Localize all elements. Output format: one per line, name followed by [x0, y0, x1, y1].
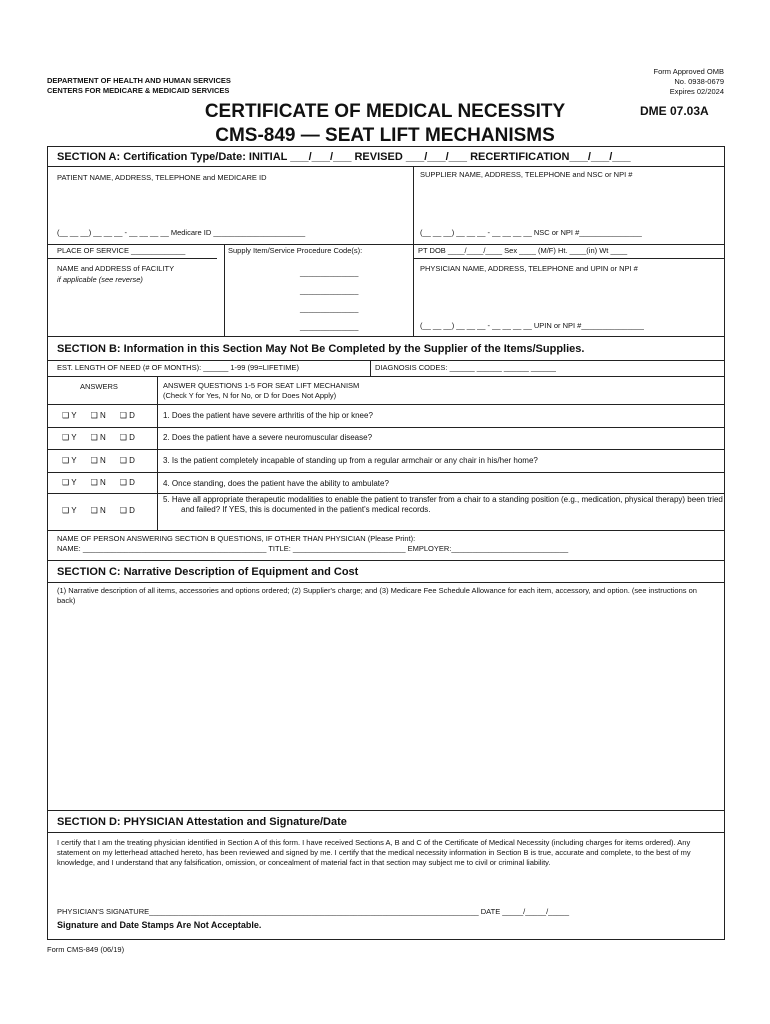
supplier-phone-line[interactable]: (__ __ __) __ __ __ - __ __ __ __ NSC or NPI #_______________ — [420, 228, 642, 237]
omb-line-3: Expires 02/2024 — [669, 87, 724, 96]
supply-item-label: Supply Item/Service Procedure Code(s): — [228, 246, 363, 255]
dept-line-1: DEPARTMENT OF HEALTH AND HUMAN SERVICES — [47, 76, 231, 85]
section-b-heading: SECTION B: Information in this Section May Not Be Completed by the Supplier of the Items/Supplies. — [57, 343, 585, 355]
q4-na-checkbox[interactable]: ❑ D — [119, 478, 135, 487]
place-of-service[interactable]: PLACE OF SERVICE _____________ — [57, 246, 186, 255]
question-1: 1. Does the patient have severe arthritis of the hip or knee? — [163, 411, 373, 420]
procedure-code-3[interactable]: ______________ — [300, 304, 359, 313]
q5-na-checkbox[interactable]: ❑ D — [119, 506, 135, 515]
q1-answers — [62, 411, 135, 420]
dept-line-2: CENTERS FOR MEDICARE & MEDICAID SERVICES — [47, 86, 230, 95]
q2-no-checkbox[interactable]: ❑ N — [90, 433, 106, 442]
q1-yes-checkbox[interactable]: ❑ Y — [62, 411, 77, 420]
physician-label: PHYSICIAN NAME, ADDRESS, TELEPHONE and UPIN or NPI # — [420, 264, 638, 273]
q5-yes-checkbox[interactable]: ❑ Y — [62, 506, 77, 515]
q2-answers — [62, 433, 135, 442]
q1-no-checkbox[interactable]: ❑ N — [90, 411, 106, 420]
physician-signature-line[interactable]: PHYSICIAN'S SIGNATURE_______________________________________________________________________________ DATE _____/_____/_____ — [57, 907, 570, 916]
q1-na-checkbox[interactable]: ❑ D — [119, 411, 135, 420]
question-4: 4. Once standing, does the patient have the ability to ambulate? — [163, 479, 389, 488]
facility-note: if applicable (see reverse) — [57, 275, 143, 284]
procedure-code-2[interactable]: ______________ — [300, 286, 359, 295]
q2-yes-checkbox[interactable]: ❑ Y — [62, 433, 77, 442]
procedure-code-4[interactable]: ______________ — [300, 322, 359, 331]
section-c-instructions: (1) Narrative description of all items, accessories and options ordered; (2) Supplier's charge; and (3) Medicare Fee Schedule Allowance for each item, accessory, and option. (see instructions on back) — [57, 586, 697, 605]
form-title-line-2: CMS-849 — SEAT LIFT MECHANISMS — [215, 125, 555, 146]
form-id: Form CMS-849 (06/19) — [47, 945, 125, 954]
stamps-not-acceptable-note: Signature and Date Stamps Are Not Acceptable. — [57, 920, 262, 930]
question-2: 2. Does the patient have a severe neuromuscular disease? — [163, 433, 373, 442]
section-a-heading: SECTION A: Certification Type/Date: INITIAL ___/___/___ REVISED ___/___/___ RECERTIFICATION___/___/___ — [57, 151, 631, 163]
patient-dob-line[interactable]: PT DOB ____/____/____ Sex ____ (M/F) Ht. ____(in) Wt ____ — [418, 246, 628, 255]
q3-yes-checkbox[interactable]: ❑ Y — [62, 456, 77, 465]
physician-phone-line[interactable]: (__ __ __) __ __ __ - __ __ __ __ UPIN or NPI #_______________ — [420, 321, 644, 330]
q2-na-checkbox[interactable]: ❑ D — [119, 433, 135, 442]
question-5: 5. Have all appropriate therapeutic modalities to enable the patient to transfer from a chair to a standing position (e.g., medication, physical therapy) been tried and failed? If YES, this is documented in the patient's medical records. — [163, 495, 723, 514]
q4-no-checkbox[interactable]: ❑ N — [90, 478, 106, 487]
supplier-label: SUPPLIER NAME, ADDRESS, TELEPHONE and NSC or NPI # — [420, 170, 633, 179]
section-d-heading: SECTION D: PHYSICIAN Attestation and Signature/Date — [57, 816, 347, 828]
omb-line-2: No. 0938-0679 — [674, 77, 724, 86]
facility-label: NAME and ADDRESS of FACILITY — [57, 264, 175, 273]
answer-instructions-1: ANSWER QUESTIONS 1-5 FOR SEAT LIFT MECHANISM — [163, 381, 360, 390]
q4-answers — [62, 478, 135, 487]
answers-label: ANSWERS — [80, 382, 118, 391]
narrative-description-field[interactable] — [57, 612, 715, 808]
q4-yes-checkbox[interactable]: ❑ Y — [62, 478, 77, 487]
est-length-of-need[interactable]: EST. LENGTH OF NEED (# OF MONTHS): ______ 1-99 (99=LIFETIME) — [57, 363, 299, 372]
question-3: 3. Is the patient completely incapable of standing up from a regular armchair or any chair in his/her home? — [163, 456, 538, 465]
q3-na-checkbox[interactable]: ❑ D — [119, 456, 135, 465]
form-title-line-1: CERTIFICATE OF MEDICAL NECESSITY — [204, 101, 566, 122]
answer-instructions-2: (Check Y for Yes, N for No, or D for Does Not Apply) — [163, 391, 337, 400]
omb-line-1: Form Approved OMB — [653, 67, 724, 76]
q3-answers — [62, 456, 135, 465]
diagnosis-codes[interactable]: DIAGNOSIS CODES: ______ ______ ______ ______ — [375, 363, 556, 372]
answerer-label: NAME OF PERSON ANSWERING SECTION B QUESTIONS, IF OTHER THAN PHYSICIAN (Please Print): — [57, 534, 416, 543]
patient-label: PATIENT NAME, ADDRESS, TELEPHONE and MEDICARE ID — [57, 173, 267, 182]
q3-no-checkbox[interactable]: ❑ N — [90, 456, 106, 465]
dme-code: DME 07.03A — [640, 104, 709, 118]
attestation-text: I certify that I am the treating physician identified in Section A of this form. I have received Sections A, B and C of the Certificate of Medical Necessity (including charges for items ordered). Any statement on my letterhead attached hereto, has been reviewed and signed by me. I certify that the medical necessity information in Section B is true, accurate and complete, to the best of my knowledge, and I understand that any falsification, omission, or concealment of material fact in that section may subject me to civil or criminal liability. — [57, 838, 691, 867]
q5-no-checkbox[interactable]: ❑ N — [90, 506, 106, 515]
procedure-code-1[interactable]: ______________ — [300, 268, 359, 277]
section-c-heading: SECTION C: Narrative Description of Equipment and Cost — [57, 566, 359, 578]
q5-answers — [62, 506, 135, 515]
answerer-name-title-employer[interactable]: NAME: ____________________________________________ TITLE: ___________________________ EMPLOYER:____________________________ — [57, 544, 569, 553]
patient-phone-line[interactable]: (__ __ __) __ __ __ - __ __ __ __ Medicare ID ______________________ — [57, 228, 306, 237]
